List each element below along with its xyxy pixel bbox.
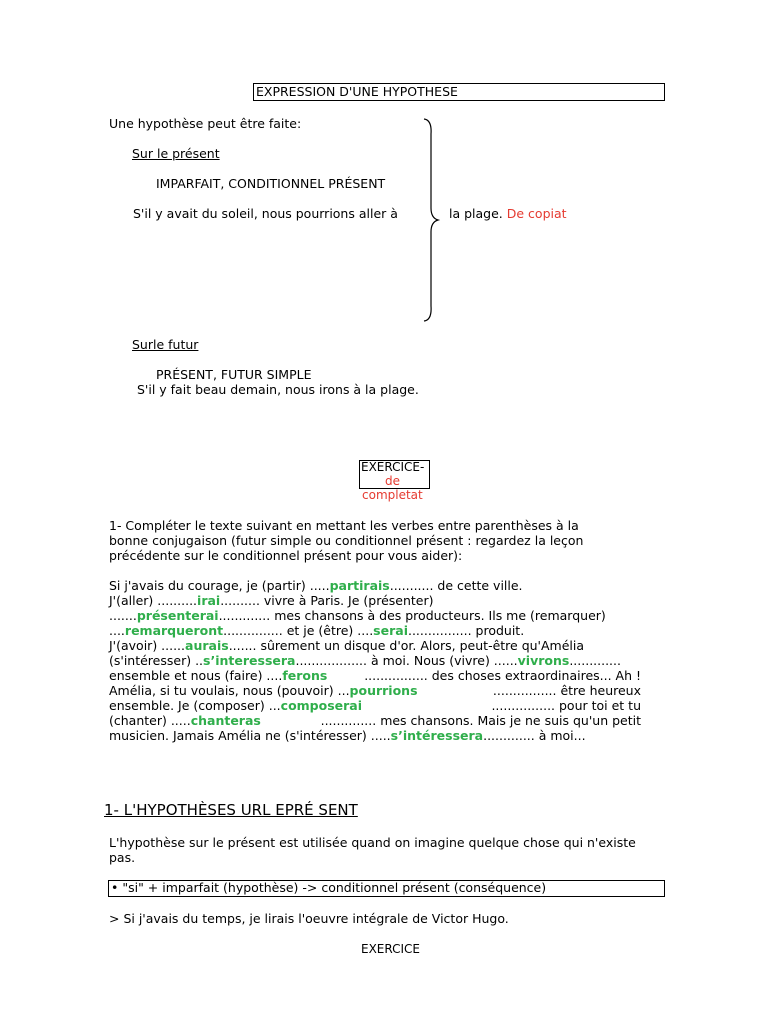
answer: irai [197, 593, 221, 608]
answer: partirais [329, 578, 390, 593]
exercise-paragraph [109, 578, 641, 743]
exercise-line: ....remarqueront............... et je (être) ....serai................ produit. [109, 623, 525, 638]
answer: chanteras [190, 713, 261, 728]
exercise-line: Si j'avais du courage, je (partir) .....partirais........... de cette ville. [109, 578, 523, 593]
present-example-start: S'il y avait du soleil, nous pourrions aller à [133, 206, 398, 221]
section-paragraph-line2: pas. [109, 850, 136, 865]
section-heading: 1- L'HYPOTHÈSES URL EPRÉ SENT [104, 801, 358, 819]
answer: ferons [282, 668, 328, 683]
futur-example: S'il y fait beau demain, nous irons à la plage. [137, 382, 419, 397]
intro-text: Une hypothèse peut être faite: [109, 116, 302, 131]
answer: composerai [280, 698, 363, 713]
exercise-line: J'(aller) ..........irai.......... vivre à Paris. Je (présenter) [109, 593, 434, 608]
present-example-end [449, 206, 567, 221]
answer: s’interessera [203, 653, 296, 668]
rule-text: • "si" + imparfait (hypothèse) -> conditionnel présent (conséquence) [111, 880, 547, 895]
title-box [253, 83, 665, 101]
instructions-line3: précédente sur le conditionnel présent pour vous aider): [109, 548, 463, 563]
exercise-line: ensemble et nous (faire) ....ferons ................ des choses extraordinaires... Ah ! [109, 668, 641, 683]
section-paragraph-line1: L'hypothèse sur le présent est utilisée quand on imagine quelque chose qui n'existe [109, 835, 636, 850]
futur-heading: Surle futur [132, 337, 199, 352]
exercise-line: (s'intéresser) ..s’interessera.................. à moi. Nous (vivre) ......vivrons............. [109, 653, 621, 668]
exercise-line: musicien. Jamais Amélia ne (s'intéresser) .....s’intéressera............. à moi... [109, 728, 586, 743]
annotation-text: De copiat [506, 206, 567, 221]
instructions-line2: bonne conjugaison (futur simple ou conditionnel présent : regardez la leçon [109, 533, 584, 548]
example-text: > Si j'avais du temps, je lirais l'oeuvre intégrale de Victor Hugo. [109, 911, 509, 926]
curly-brace-icon [418, 116, 442, 324]
answer: serai [373, 623, 408, 638]
futur-tenses: PRÉSENT, FUTUR SIMPLE [156, 367, 312, 382]
present-example-end-text: la plage. [449, 206, 503, 221]
exercise-line: ensemble. Je (composer) ...composerai ................ pour toi et tu [109, 698, 641, 713]
exercise-line: J'(avoir) ......aurais....... sûrement un disque d'or. Alors, peut-être qu'Amélia [109, 638, 585, 653]
answer: remarqueront [124, 623, 224, 638]
present-tenses: IMPARFAIT, CONDITIONNEL PRÉSENT [156, 176, 386, 191]
exercise-box-line1: EXERCICE- [361, 460, 425, 474]
exercise-line: .......présenterai............. mes chansons à des producteurs. Ils me (remarquer) [109, 608, 606, 623]
answer: s’intéressera [390, 728, 484, 743]
exercise-line: Amélia, si tu voulais, nous (pouvoir) ...pourrions ................ être heureux [109, 683, 641, 698]
answer: pourrions [349, 683, 418, 698]
instructions-line1: 1- Compléter le texte suivant en mettant les verbes entre parenthèses à la [109, 518, 579, 533]
page-title: EXPRESSION D'UNE HYPOTHESE [256, 84, 458, 99]
exercise-label: EXERCICE [361, 942, 421, 956]
answer: présenterai [136, 608, 219, 623]
present-heading: Sur le présent [132, 146, 220, 161]
answer: aurais [185, 638, 229, 653]
exercise-line: (chanter) .....chanteras .............. mes chansons. Mais je ne suis qu'un petit [109, 713, 641, 728]
rule-box [108, 880, 665, 897]
exercise-box-line2: de [385, 474, 400, 488]
exercise-box-line3: completat [362, 488, 423, 502]
answer: vivrons [517, 653, 570, 668]
